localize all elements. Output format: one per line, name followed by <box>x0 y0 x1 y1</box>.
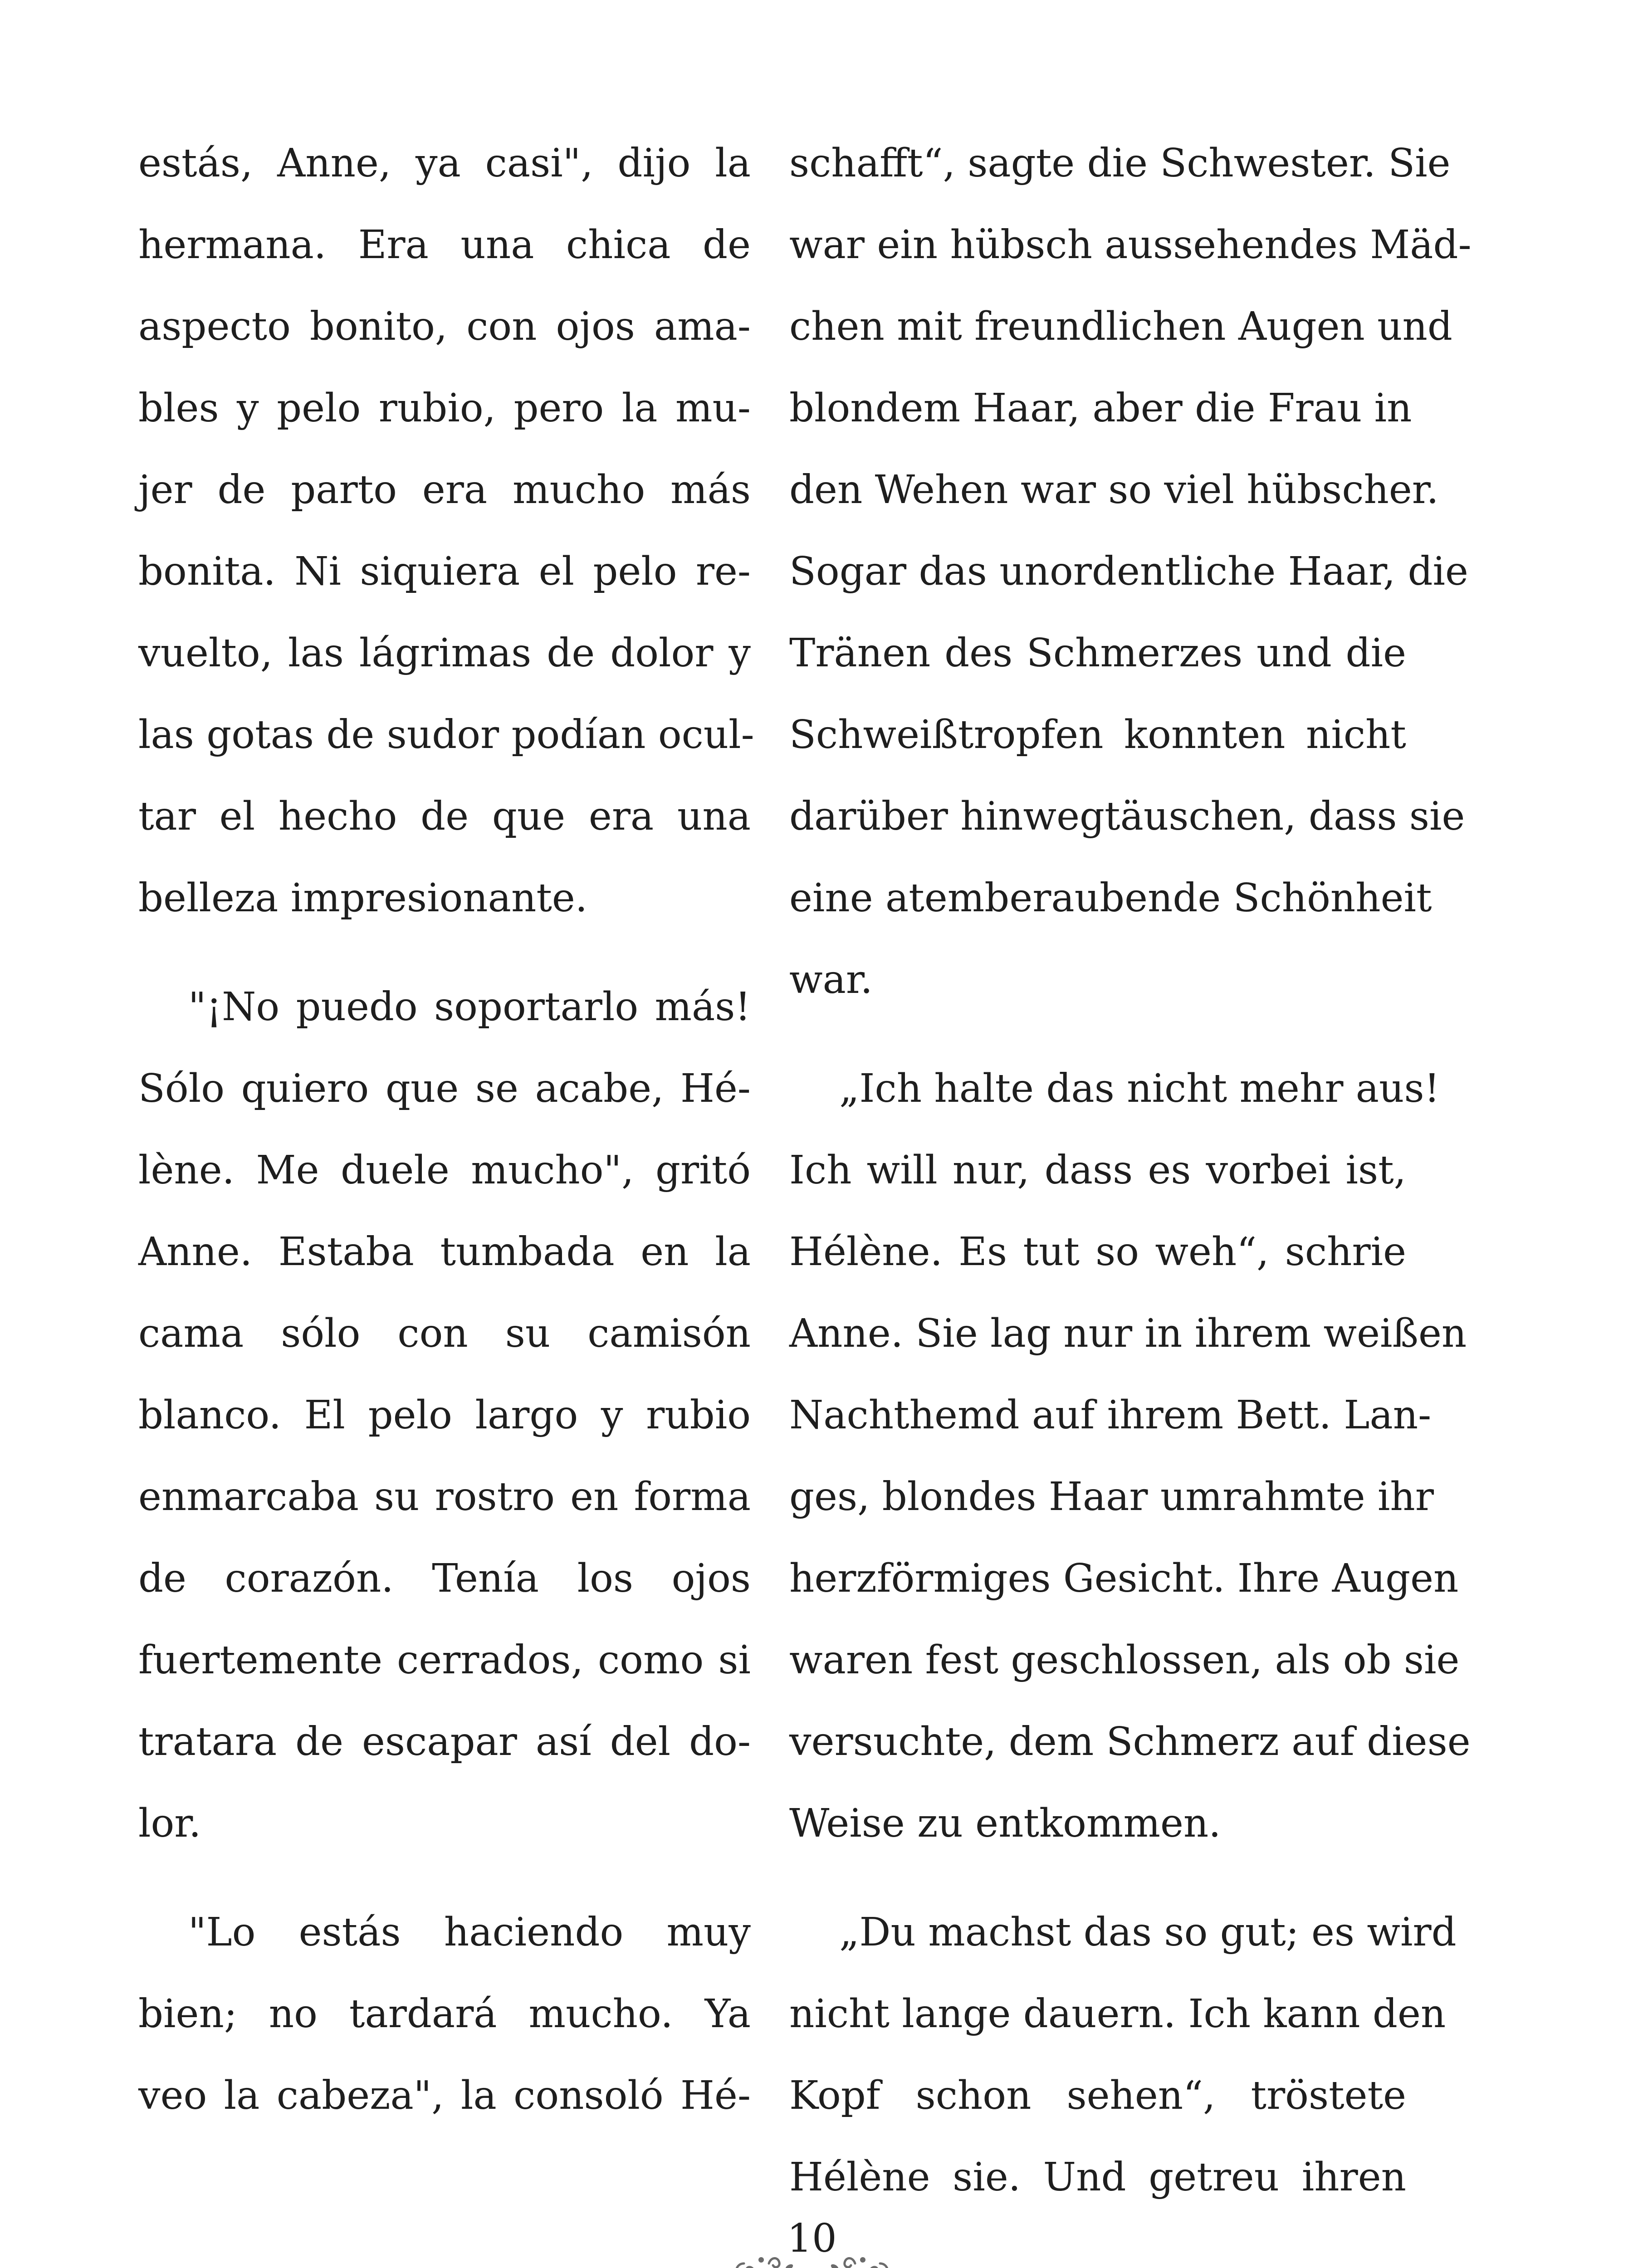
text-line: ges, blondes Haar umrahmte ihr <box>789 1474 1434 1520</box>
text-line: Kopf schon sehen“, tröstete <box>789 2073 1406 2118</box>
text-line: cama sólo con su camisón <box>138 1311 751 1356</box>
text-line: belleza impresionante. <box>138 875 588 921</box>
text-line: darüber hinwegtäuschen, dass sie <box>789 794 1465 839</box>
paragraph-gap <box>789 1864 1406 1892</box>
text-line: bles y pelo rubio, pero la mu- <box>138 386 751 431</box>
text-line: "Lo estás haciendo muy <box>188 1910 751 1955</box>
right-column-german <box>789 122 1472 2218</box>
text-line: war ein hübsch aussehendes Mäd- <box>789 222 1472 268</box>
text-line: eine atemberaubende Schönheit <box>789 875 1432 921</box>
text-line: den Wehen war so viel hübscher. <box>789 467 1439 513</box>
paragraph <box>789 1048 1471 1864</box>
text-line: vuelto, las lágrimas de dolor y <box>138 631 751 676</box>
text-line: enmarcaba su rostro en forma <box>138 1474 751 1520</box>
paragraph-gap <box>138 939 751 966</box>
text-line: tratara de escapar así del do- <box>138 1719 751 1765</box>
text-line: Anne. Estaba tumbada en la <box>138 1229 751 1275</box>
text-line: Sólo quiero que se acabe, Hé- <box>138 1066 751 1111</box>
text-line: Nachthemd auf ihrem Bett. Lan- <box>789 1393 1432 1438</box>
text-line: tar el hecho de que era una <box>138 794 751 839</box>
text-line: jer de parto era mucho más <box>138 467 751 513</box>
left-column-spanish <box>138 122 754 2136</box>
text-line: versuchte, dem Schmerz auf diese <box>789 1719 1471 1765</box>
text-line: Anne. Sie lag nur in ihrem weißen <box>789 1311 1467 1356</box>
text-line: de corazón. Tenía los ojos <box>138 1556 751 1601</box>
text-line: Hélène. Es tut so weh“, schrie <box>789 1229 1406 1275</box>
text-line: herzförmiges Gesicht. Ihre Augen <box>789 1556 1459 1601</box>
text-line: Weise zu entkommen. <box>789 1801 1221 1846</box>
paragraph <box>138 1892 751 2136</box>
text-line: "¡No puedo soportarlo más! <box>188 984 751 1030</box>
paragraph <box>789 122 1472 1021</box>
text-line: Schweißtropfen konnten nicht <box>789 712 1406 758</box>
text-line: aspecto bonito, con ojos ama- <box>138 304 751 349</box>
text-line: lor. <box>138 1801 201 1846</box>
text-line: blondem Haar, aber die Frau in <box>789 386 1412 431</box>
paragraph <box>789 1892 1457 2218</box>
text-line: blanco. El pelo largo y rubio <box>138 1393 751 1438</box>
text-line: hermana. Era una chica de <box>138 222 751 268</box>
text-line: Tränen des Schmerzes und die <box>789 631 1406 676</box>
paragraph <box>138 966 751 1864</box>
paragraph-gap <box>789 1021 1406 1048</box>
page-number: 10 <box>787 2216 837 2261</box>
text-line: chen mit freundlichen Augen und <box>789 304 1452 349</box>
paragraph <box>138 122 754 939</box>
text-line: estás, Anne, ya casi", dijo la <box>138 141 751 186</box>
page-footer <box>726 2214 898 2268</box>
text-line: schafft“, sagte die Schwester. Sie <box>789 141 1451 186</box>
text-line: „Ich halte das nicht mehr aus! <box>839 1066 1440 1111</box>
text-line: nicht lange dauern. Ich kann den <box>789 1991 1446 2037</box>
text-line: bonita. Ni siquiera el pelo re- <box>138 549 751 594</box>
text-line: las gotas de sudor podían ocul- <box>138 712 754 758</box>
text-line: Hélène sie. Und getreu ihren <box>789 2155 1406 2200</box>
text-line: Sogar das unordentliche Haar, die <box>789 549 1468 594</box>
paragraph-gap <box>138 1864 751 1892</box>
text-line: lène. Me duele mucho", gritó <box>138 1148 751 1193</box>
text-line: veo la cabeza", la consoló Hé- <box>138 2073 751 2118</box>
text-line: Ich will nur, dass es vorbei ist, <box>789 1148 1406 1193</box>
text-line: fuertemente cerrados, como si <box>138 1637 751 1683</box>
text-line: waren fest geschlossen, als ob sie <box>789 1637 1460 1683</box>
text-line: „Du machst das so gut; es wird <box>839 1910 1457 1955</box>
text-line: war. <box>789 957 873 1002</box>
text-line: bien; no tardará mucho. Ya <box>138 1991 751 2037</box>
